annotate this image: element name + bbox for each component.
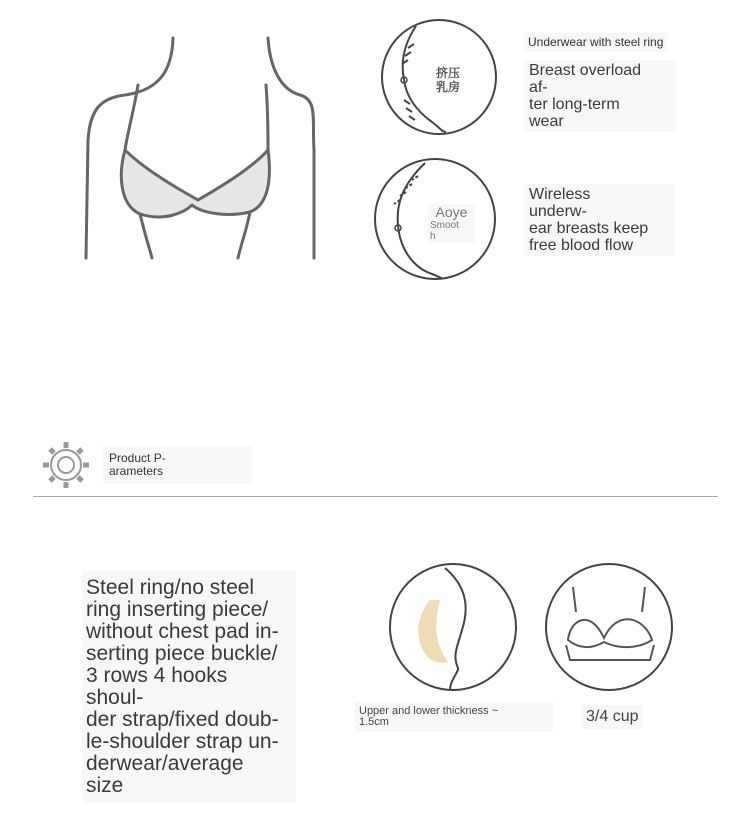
- steel-ring-header: Underwear with steel ring: [524, 33, 667, 52]
- parameters-description: Steel ring/no steel ring inserting piece/ without chest pad in- serting piece buckle/ 3 rows 4 hooks shoul- der strap/fixed doub- le-shoulder strap un- derwear/average size: [82, 571, 296, 803]
- wireless-circle-label-sub: Smoot h: [430, 220, 459, 242]
- cup-label: 3/4 cup: [582, 705, 642, 729]
- steel-ring-description: Breast overload af- ter long-term wear: [524, 60, 676, 132]
- wireless-description: Wireless underw- ear breasts keep free blood flow: [524, 184, 674, 256]
- wireless-circle-label-title: Aoye: [435, 204, 468, 220]
- section-title: Product P- arameters: [103, 446, 252, 484]
- steel-ring-circle-label: 挤压 乳房: [436, 66, 461, 94]
- thickness-label: Upper and lower thickness ~ 1.5cm: [355, 702, 553, 732]
